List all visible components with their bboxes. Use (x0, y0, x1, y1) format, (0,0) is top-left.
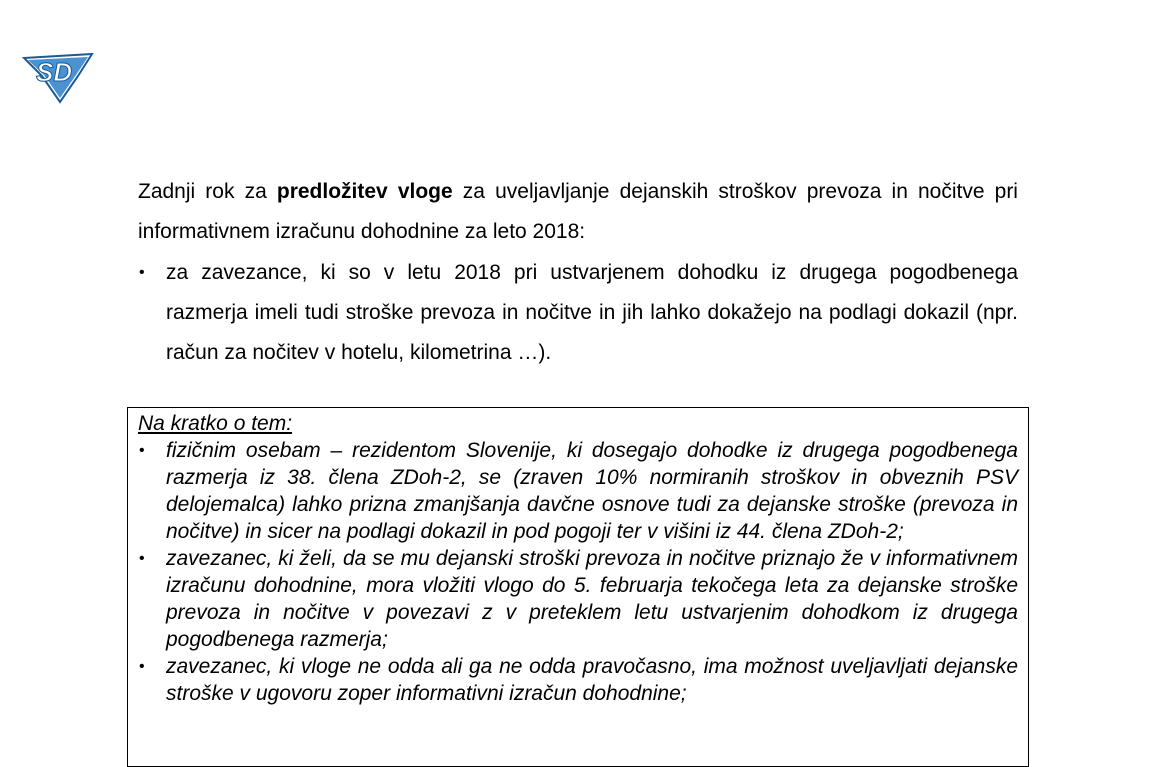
bullet-icon: • (139, 442, 145, 459)
list-item (138, 253, 1018, 373)
summary-box (127, 407, 1029, 767)
list-item-text: za zavezance, ki so v letu 2018 pri ustvarjenem dohodku iz drugega pogodbenega razmerja imeli tudi stroške prevoza in nočitve in jih lahko dokažejo na podlagi dokazil (npr. račun za nočitev v hotelu, kilometrina …). (166, 261, 1018, 364)
summary-box-list (138, 437, 1018, 707)
svg-text:SD: SD (36, 57, 73, 87)
intro-bold-text: predložitev vloge (276, 180, 453, 203)
list-item (138, 437, 1018, 545)
bullet-icon: • (139, 658, 145, 675)
intro-text-after: za uveljavljanje dejanskih stroškov prevoza in nočitve pri informativnem izračunu dohodnine za leto 2018: (138, 180, 1018, 243)
bullet-icon: • (139, 550, 145, 567)
sd-logo-icon (20, 48, 96, 104)
intro-text-before: Zadnji rok za (138, 180, 277, 203)
list-item (138, 653, 1018, 707)
list-item (138, 545, 1018, 653)
summary-box-title: Na kratko o tem: (138, 412, 293, 435)
list-item-text: fizičnim osebam – rezidentom Slovenije, ki dosegajo dohodke iz drugega pogodbenega razmerja iz 38. člena ZDoh-2, se (zraven 10% normiranih stroškov in obveznih PSV delojemalca) lahko prizna zmanjšanja davčne osnove tudi za dejanske stroške (prevoza in nočitve) in sicer na podlagi dokazil in pod pogoji ter v višini iz 44. člena ZDoh-2; (166, 439, 1018, 543)
list-item-text: zavezanec, ki želi, da se mu dejanski stroški prevoza in nočitve priznajo že v informativnem izračunu dohodnine, mora vložiti vlogo do 5. februarja tekočega leta za dejanske stroške prevoza in nočitve v povezavi z v preteklem letu ustvarjenim dohodkom iz drugega pogodbenega razmerja; (166, 547, 1018, 651)
intro-paragraph (138, 172, 1018, 252)
list-item-text: zavezanec, ki vloge ne odda ali ga ne odda pravočasno, ima možnost uveljavljati dejanske stroške v ugovoru zoper informativni izračun dohodnine; (166, 655, 1018, 705)
bullet-icon: • (139, 264, 145, 281)
intro-list (138, 253, 1018, 373)
